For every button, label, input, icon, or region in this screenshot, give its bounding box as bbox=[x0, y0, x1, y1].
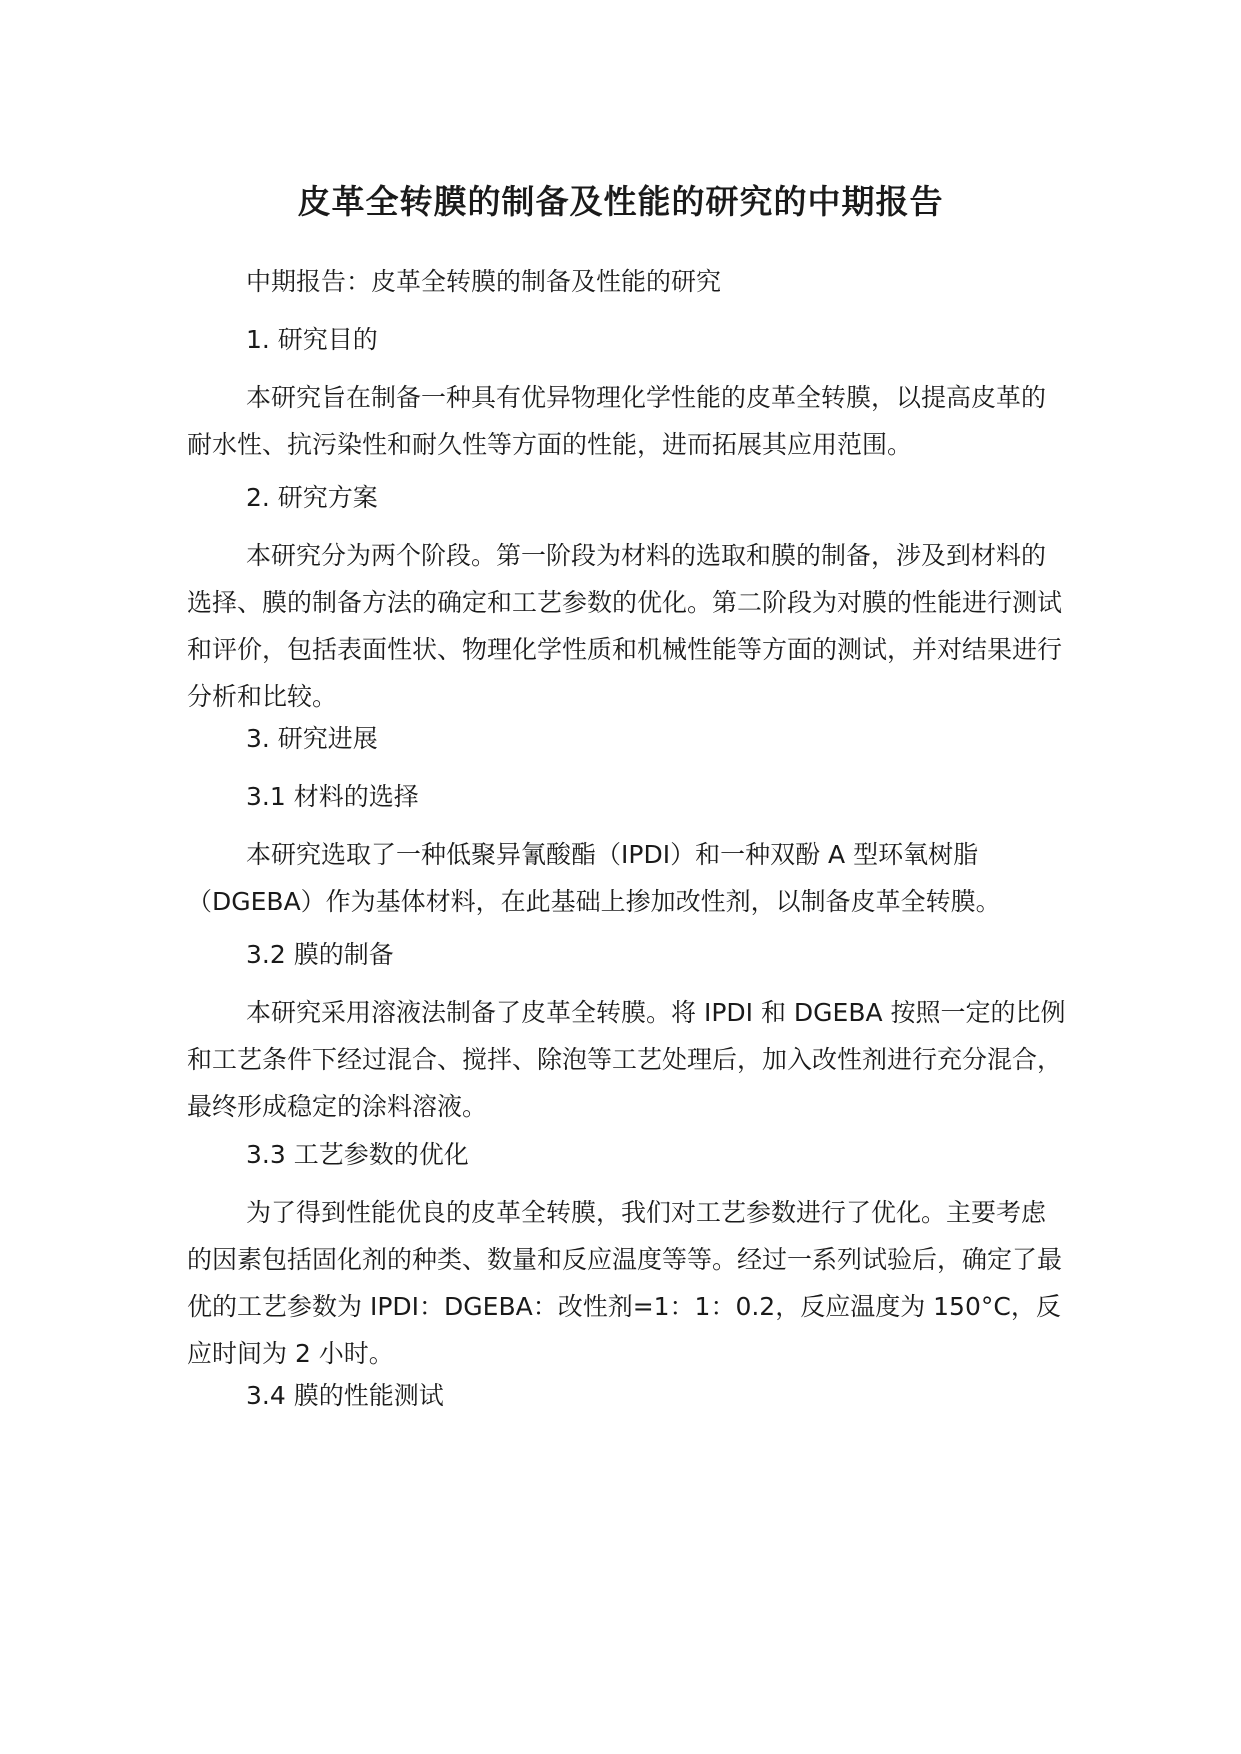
section-heading-3-1: 3.1 材料的选择 bbox=[246, 782, 419, 811]
paragraph-film-preparation: 本研究采用溶液法制备了皮革全转膜。将 IPDI 和 DGEBA 按照一定的比例和工艺条件下经过混合、搅拌、除泡等工艺处理后，加入改性剂进行充分混合，最终形成稳定的涂料溶液。 bbox=[187, 998, 1066, 1121]
section-heading-3-4: 3.4 膜的性能测试 bbox=[246, 1381, 444, 1410]
section-heading-3-3: 3.3 工艺参数的优化 bbox=[246, 1140, 469, 1169]
paragraph-research-purpose: 本研究旨在制备一种具有优异物理化学性能的皮革全转膜，以提高皮革的耐水性、抗污染性和耐久性等方面的性能，进而拓展其应用范围。 bbox=[187, 383, 1047, 459]
report-subtitle: 中期报告：皮革全转膜的制备及性能的研究 bbox=[246, 267, 722, 296]
section-heading-2: 2. 研究方案 bbox=[246, 483, 378, 512]
paragraph-process-optimization: 为了得到性能优良的皮革全转膜，我们对工艺参数进行了优化。主要考虑的因素包括固化剂的种类、数量和反应温度等等。经过一系列试验后，确定了最优的工艺参数为 IPDI：DGEBA：改性剂=1：1：0.2，反应温度为 150°C，反应时间为 2 小时。 bbox=[187, 1198, 1063, 1368]
section-heading-3-2: 3.2 膜的制备 bbox=[246, 940, 394, 969]
paragraph-material-selection: 本研究选取了一种低聚异氰酸酯（IPDI）和一种双酚 A 型环氧树脂（DGEBA）作为基体材料，在此基础上掺加改性剂，以制备皮革全转膜。 bbox=[187, 840, 1001, 916]
section-heading-1: 1. 研究目的 bbox=[246, 325, 378, 354]
section-heading-3: 3. 研究进展 bbox=[246, 724, 378, 753]
paragraph-research-plan: 本研究分为两个阶段。第一阶段为材料的选取和膜的制备，涉及到材料的选择、膜的制备方法的确定和工艺参数的优化。第二阶段为对膜的性能进行测试和评价，包括表面性状、物理化学性质和机械性能等方面的测试，并对结果进行分析和比较。 bbox=[187, 541, 1063, 711]
document-title: 皮革全转膜的制备及性能的研究的中期报告 bbox=[297, 182, 944, 221]
